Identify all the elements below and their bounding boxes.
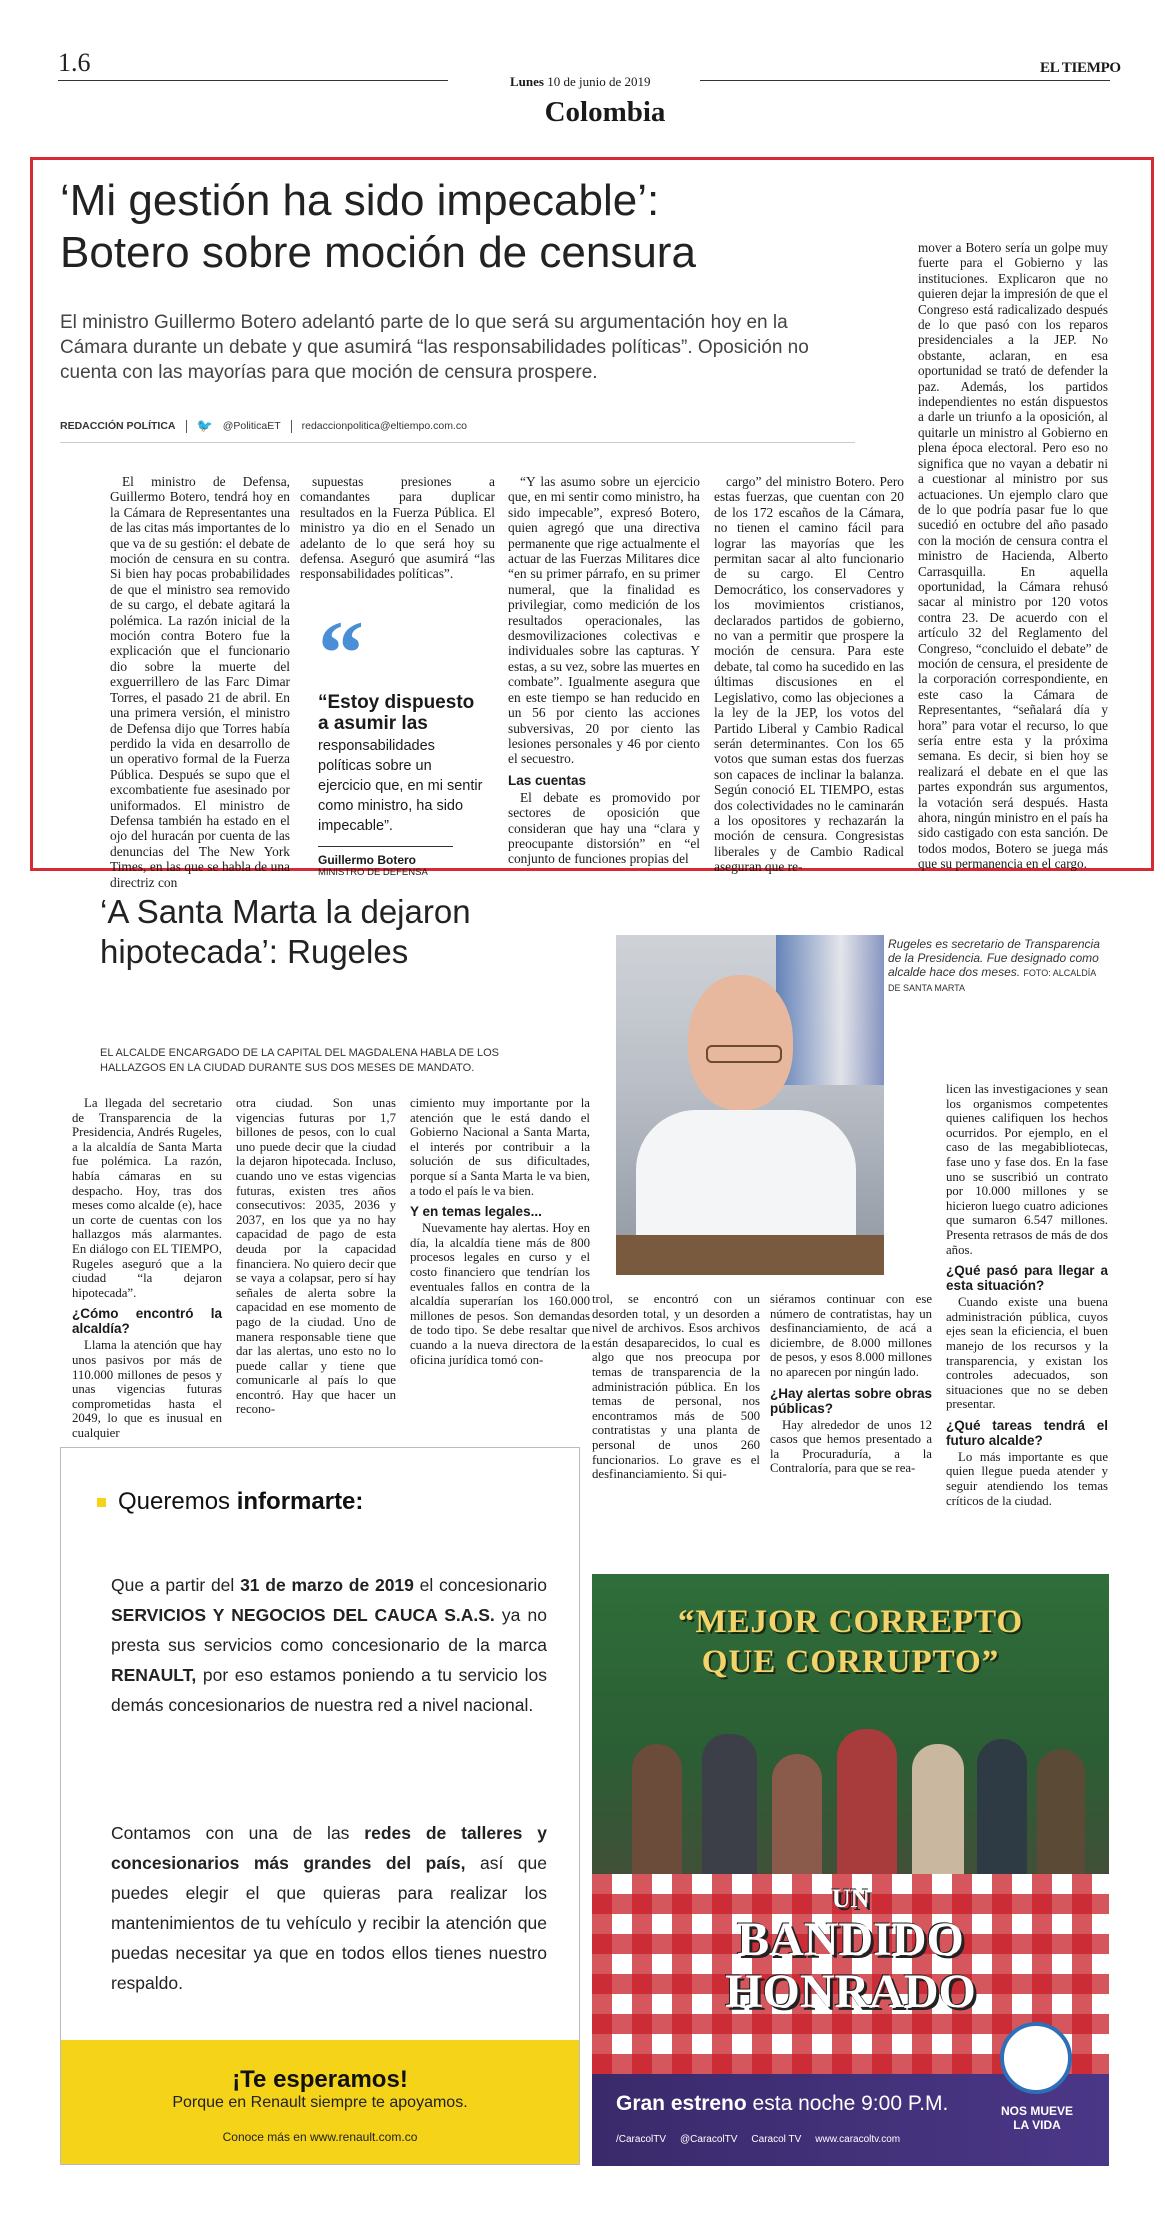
p2-c: así que puedes elegir el que quieras para realizar los mantenimientos de tu vehículo y recibir la atención que puedas necesitar ya que en todos ellos tienes nuestro respaldo.: [111, 1853, 547, 1993]
article2-col6-text-b: Cuando existe una buena administración pública, cuyos ejes sean la eficiencia, el buen manejo de los recursos y la transparencia, y existan los controles adecuados, son situaciones que no se deben presentar.: [946, 1295, 1108, 1412]
renault-ad-body-1: [111, 1570, 547, 1720]
p1-e: ya no presta sus servicios como concesionario de la marca: [111, 1605, 547, 1655]
premiere-bold: Gran estreno: [616, 2092, 747, 2115]
title-plain: Queremos: [118, 1488, 237, 1515]
twitter-icon: 🐦: [196, 418, 213, 433]
article1-col3-text-a: “Y las asumo sobre un ejercicio que, en mi sentir como ministro, ha sido impecable”, expresó Botero, quien agregó que una directiva permanente que rige actualmente el actuar de las Fuerzas Militares dice “en su primer párrafo, en su primer numeral, que la finalidad es privilegiar, como medición de los resultados operacionales, las desmovilizaciones colectivas e individuales sobre las capturas. Y estas, a su vez, sobre las muertes en combate”. Igualmente asegura que en este tiempo se han reducido en un 56 por ciento las acciones subversivas, 20 por ciento las lesiones personales y 46 por ciento el secuestro.: [508, 474, 700, 767]
facebook-link[interactable]: /CaracolTV: [616, 2134, 667, 2145]
article1-col1: [110, 474, 290, 890]
show-line-3: HONRADO: [725, 1965, 976, 2018]
website-link[interactable]: www.caracoltv.com: [815, 2134, 901, 2145]
twitter-link[interactable]: @CaracolTV: [680, 2134, 738, 2145]
article2-lead: EL ALCALDE ENCARGADO DE LA CAPITAL DEL MAGDALENA HABLA DE LOS HALLAZGOS EN LA CIUDAD DURANTE SUS DOS MESES DE MANDATO.: [100, 1047, 499, 1074]
slogan-line-2: QUE CORRUPTO”: [701, 1644, 1000, 1680]
headline-line-2: Botero sobre moción de censura: [60, 228, 696, 277]
p1-c: el concesionario: [413, 1575, 548, 1595]
cast-figure: [702, 1734, 757, 1884]
banner-sub: Porque en Renault siempre te apoyamos.: [172, 2094, 468, 2111]
article2-col6-text: licen las investigaciones y sean los organismos competentes quienes califiquen los hechos ocurridos. Por ejemplo, en el caso de las megabibliotecas, fase uno y fase dos. En la fase uno se suscribió un contrato por 10.000 millones y se hicieron luego cuatro adiciones que sumaron 6.547 millones. Presenta retrasos de más de dos años.: [946, 1082, 1108, 1257]
article1-lead: El ministro Guillermo Botero adelantó parte de lo que será su argumentación hoy en la Cámara durante un debate y que asumirá “las responsabilidades políticas”. Oposición no cuenta con las mayorías para que moción de censura prospere.: [60, 312, 809, 383]
article2-col6-subhead: ¿Qué pasó para llegar a esta situación?: [946, 1263, 1108, 1294]
quote-text: responsabilidades políticas sobre un ejercicio que, en mi sentir como ministro, ha sido impecable”.: [318, 738, 483, 834]
photo-glasses: [706, 1045, 782, 1063]
caption-credit: FOTO: ALCALDÍA DE SANTA MARTA: [888, 968, 1096, 993]
article2-headline-line-1: ‘A Santa Marta la dejaron: [100, 893, 471, 930]
email-link[interactable]: redaccionpolitica@eltiempo.com.co: [301, 420, 467, 432]
date-text: 10 de junio de 2019: [547, 74, 651, 89]
article1-col3: [508, 474, 700, 867]
article2-col2-text: otra ciudad. Son unas vigencias futuras por 1,7 billones de pesos, con lo cual uno puede decir que la ciudad la dejaron hipotecada. Incluso, cuando uno ve estas vigencias futuras, existen tres años consecutivos: 2035, 2036 y 2037, en los que ya no hay capacidad de pago de esta deuda por la capacidad financiera. No quiero decir que se vaya a colapsar, pero sí hay señales de alerta sobre la capacidad en ese momento de pago de la ciudad. Uno de manera responsable tiene que dar las alertas, uno esto no lo puede callar y tiene que comunicarle al país lo que encontró. Hay que hacer un recono-: [236, 1096, 396, 1417]
article2-col3-text-b: Nuevamente hay alertas. Hoy en día, la alcaldía tiene más de 800 procesos legales en curso y el costo financiero que tendrían los eventuales fallos en contra de la alcaldía superarían los 160.000 millones de pesos. Son demandas de todo tipo. Se debe resaltar que cuando a la nueva directora de la oficina jurídica tomó con-: [410, 1221, 590, 1367]
rugeles-photo: [616, 935, 884, 1275]
p1-b: 31 de marzo de 2019: [240, 1575, 414, 1595]
page-number: 1.6: [58, 48, 91, 77]
cast-figure: [837, 1729, 897, 1884]
header-rule-left: [58, 80, 448, 81]
section-title: Colombia: [544, 96, 666, 128]
article2-col6-text-c: Lo más importante es que quien llegue pueda atender y seguir atendiendo los temas críticos de la ciudad.: [946, 1449, 1108, 1508]
article2-col5-text-b: Hay alrededor de unos 12 casos que hemos presentado a la Procuraduría, a la Contraloría, para que se rea-: [770, 1417, 932, 1476]
article2-col3: [410, 1096, 590, 1367]
p1-d: SERVICIOS Y NEGOCIOS DEL CAUCA S.A.S.: [111, 1605, 495, 1625]
article1-col4: [714, 474, 904, 875]
photo-caption: [888, 937, 1108, 995]
caption-text: Rugeles es secretario de Transparencia de la Presidencia. Fue designado como alcalde hace dos meses.: [888, 937, 1100, 979]
slogan: [592, 1602, 1109, 1682]
article2-col5: [770, 1292, 932, 1476]
title-bold: informarte:: [236, 1488, 364, 1515]
date-weekday: Lunes: [510, 74, 544, 89]
masthead: EL TIEMPO: [1040, 60, 1121, 76]
article1-col1-text: El ministro de Defensa, Guillermo Botero, tendrá hoy en la Cámara de Representantes una de las citas más importantes de lo que va de su gestión: el debate de moción de censura en su contra. Si bien hay pocas probabilidades de que el ministro sea removido de su cargo, el debate agitará la polémica. La razón inicial de la moción contra Botero fue la explicación que el funcionario dio sobre la muerte del exguerrillero de las Farc Dimar Torres, el pasado 21 de abril. En una primera versión, el ministro de Defensa dijo que Torres había perdido la vida en desarrollo de un operativo formal de la Fuerza Pública. Después se supo que el excombatiente fue asesinado por uniformados. El ministro de Defensa también ha estado en el ojo del huracán por cuenta de las denuncias del The New York Times, en las que se habla de una directriz con: [110, 474, 290, 890]
youtube-link[interactable]: Caracol TV: [751, 2134, 802, 2145]
p2-a: Contamos con una de las: [111, 1823, 365, 1843]
article2-col3-subhead: Y en temas legales...: [410, 1204, 542, 1220]
quote-author: Guillermo Botero: [318, 853, 417, 867]
cast-figure: [1037, 1749, 1085, 1884]
article2-col6-subhead-2: ¿Qué tareas tendrá el futuro alcalde?: [946, 1417, 1108, 1448]
article2-headline: [100, 892, 600, 972]
p1-a: Que a partir del: [111, 1575, 241, 1595]
p1-g: por eso estamos poniendo a tu servicio los demás concesionarios de nuestra red a nivel nacional.: [111, 1665, 547, 1715]
header-rule-right: [700, 80, 1110, 81]
issue-date: [510, 74, 650, 90]
cast-figure: [772, 1754, 822, 1884]
slogan-line-1: “MEJOR CORREPTO: [677, 1604, 1024, 1640]
article1-col5-text: mover a Botero sería un golpe muy fuerte para el Gobierno y las instituciones. Explicaron que no quieren dejar la impresión de que el Congreso está radicalizado después de lo que pasó con los reparos presidenciales a la JEP. No obstante, aclaran, en esa oportunidad se trató de defender la paz. Además, los partidos independientes no están dispuestos a darle un triunfo a la oposición, al quitarle un ministro al Gobierno en plena época electoral. Pero eso no significa que no vayan a debatir ni a cuestionar al ministro por sus actuaciones. Un ejemplo claro que de lo que podría pasar fue lo que sucedió en octubre del año pasado con la moción de censura contra el ministro de Hacienda, Alberto Carrasquilla. En aquella oportunidad, la Cámara rehusó sacar al ministro por 120 votos contra 23. De acuerdo con el artículo 32 del Reglamento del Congreso, “concluido el debate” de moción de censura, el presidente de la corporación correspondiente, en este caso la Cámara de Representantes, “señalará día y hora” para votar el recurso, lo que sería entre esta y la próxima semana. Es decir, si bien hoy se realizará el debate en el que las partes expondrán sus argumentos, la votación será después. Hasta ahora, ningún ministro en el país ha sido castigado con esta sanción. De todos modos, Botero se juega más que su permanencia en el cargo.: [918, 240, 1108, 872]
tagline-line-1: NOS MUEVE: [1000, 2104, 1073, 2118]
byline: REDACCIÓN POLÍTICA: [60, 420, 176, 432]
photo-desk: [616, 1235, 884, 1275]
cast-figure: [632, 1744, 682, 1884]
article2-col4: [592, 1292, 760, 1482]
quote-mark-icon: “: [318, 602, 364, 704]
article2-col1-text: La llegada del secretario de Transparencia de la Presidencia, Andrés Rugeles, a la alcaldía de Santa Marta fue polémica. La razón, había cámaras en su despacho. Hoy, tras dos meses como alcalde (e), hace un corte de cuentas con los hallazgos más alarmantes. En diálogo con EL TIEMPO, Rugeles aseguró que a la ciudad “la dejaron hipotecada”.: [72, 1096, 222, 1300]
caracol-logo-icon: [1000, 2022, 1072, 2094]
article1-col3-subhead: Las cuentas: [508, 772, 587, 788]
article1-headline: [60, 175, 860, 279]
article1-col2: [300, 474, 495, 582]
article2-col1-subhead: ¿Cómo encontró la alcaldía?: [72, 1306, 222, 1337]
byline-rule: [60, 442, 855, 443]
article2-col1-text-b: Llama la atención que hay unos pasivos por más de 110.000 millones de pesos y unas vigencias futuras comprometidas hasta el 2049, lo que es inusual en cualquier: [72, 1338, 222, 1440]
article2-col3-text: cimiento muy importante por la atención que le está dando el Gobierno Nacional a Santa Marta, el interés por contribuir a la solución de sus dificultades, porque sí a Santa Marta le va bien, a todo el país le va bien.: [410, 1096, 590, 1198]
p2-b: redes de talleres y concesionarios más grandes del país,: [111, 1823, 547, 1873]
show-logo: [592, 1884, 1109, 2018]
pull-quote: [318, 602, 488, 878]
article2-col1: [72, 1096, 222, 1440]
article2-col5-subhead: ¿Hay alertas sobre obras públicas?: [770, 1385, 932, 1416]
quote-rule: [318, 846, 453, 847]
tv-ad: [592, 1574, 1109, 2166]
headline-line-1: ‘Mi gestión ha sido impecable’:: [60, 176, 660, 225]
show-line-1: UN: [831, 1884, 870, 1913]
premiere-rest: esta noche 9:00 P.M.: [746, 2092, 949, 2115]
banner-link[interactable]: Conoce más en www.renault.com.co: [222, 2130, 418, 2144]
article1-col2-text: supuestas presiones a comandantes para duplicar resultados en la Fuerza Pública. El ministro ya dio en el Senado un adelanto de lo que será hoy su defensa. Aseguró que asumirá “las responsabilidades políticas”.: [300, 474, 495, 582]
article1-col5: [918, 240, 1108, 872]
quote-role: MINISTRO DE DEFENSA: [318, 867, 428, 878]
title-bullet-icon: [97, 1498, 106, 1507]
photo-head: [688, 975, 793, 1110]
p1-f: RENAULT,: [111, 1665, 197, 1685]
show-line-2: BANDIDO: [737, 1913, 964, 1966]
renault-ad: [60, 1447, 580, 2165]
cast-figure: [977, 1739, 1027, 1884]
byline-divider: [186, 420, 187, 433]
article2-col5-text: siéramos continuar con ese número de contratistas, hay un desfinanciamiento, de acá a diciembre, de 8.000 millones de pesos, y esos 8.000 millones no aparecen por ningún lado.: [770, 1292, 932, 1379]
article1-col4-text: cargo” del ministro Botero. Pero estas fuerzas, que cuentan con 20 de los 172 escaños de la Cámara, no tienen el camino fácil para lograr las mayorías que les permitan sacar al alto funcionario de su cargo. El Centro Democrático, los conservadores y los movimientos cristianos, declarados partidos de gobierno, no van a permitir que prospere la moción de censura. Para este debate, tal como ha sucedido en las últimas discusiones en el Legislativo, como las objeciones a la ley de la JEP, los votos del Partido Liberal y Cambio Radical serán determinantes. Con los 65 votos que suman estas dos fuerzas son capaces de inclinar la balanza. Según conoció EL TIEMPO, estas dos colectividades no le caminarán a los opositores y rechazarán la moción de censura. Congresistas liberales y de Cambio Radical aseguran que re-: [714, 474, 904, 875]
premiere-text: [616, 2092, 948, 2116]
renault-ad-body-2: [111, 1818, 547, 1998]
quote-bold: “Estoy dispuesto a asumir las: [318, 692, 475, 734]
article2-col4-text: trol, se encontró con un desorden total, y un desorden a nivel de archivos. Esos archivos están desaparecidos, lo cual es algo que nos preocupa por temas de transparencia de la administración pública. En los temas de personal, nos encontramos más de 500 contratistas y una planta de personal de unos 260 funcionarios. Lo grave es el desfinanciamiento. Si qui-: [592, 1292, 760, 1482]
twitter-handle[interactable]: @PoliticaET: [222, 420, 281, 432]
photo-flag: [776, 935, 884, 1085]
social-row: [616, 2134, 900, 2145]
renault-ad-title: [97, 1488, 363, 1516]
premiere-bar: [592, 2074, 1109, 2166]
renault-banner: [61, 2040, 579, 2164]
article2-col2: [236, 1096, 396, 1417]
article2-headline-line-2: hipotecada’: Rugeles: [100, 933, 409, 970]
banner-title: ¡Te esperamos!: [232, 2066, 408, 2093]
cast-group: [612, 1724, 1089, 1884]
tagline-line-2: LA VIDA: [1013, 2118, 1061, 2132]
caracol-tagline: [982, 2104, 1092, 2132]
byline-divider-2: [291, 420, 292, 433]
cast-figure: [912, 1744, 964, 1884]
article1-col3-text-b: El debate es promovido por sectores de oposición que consideran que hay una “clara y preocupante distorsión” en “el conjunto de funciones propias del: [508, 789, 700, 867]
article2-col6: [946, 1082, 1108, 1508]
article1-byline-row: [60, 418, 860, 434]
